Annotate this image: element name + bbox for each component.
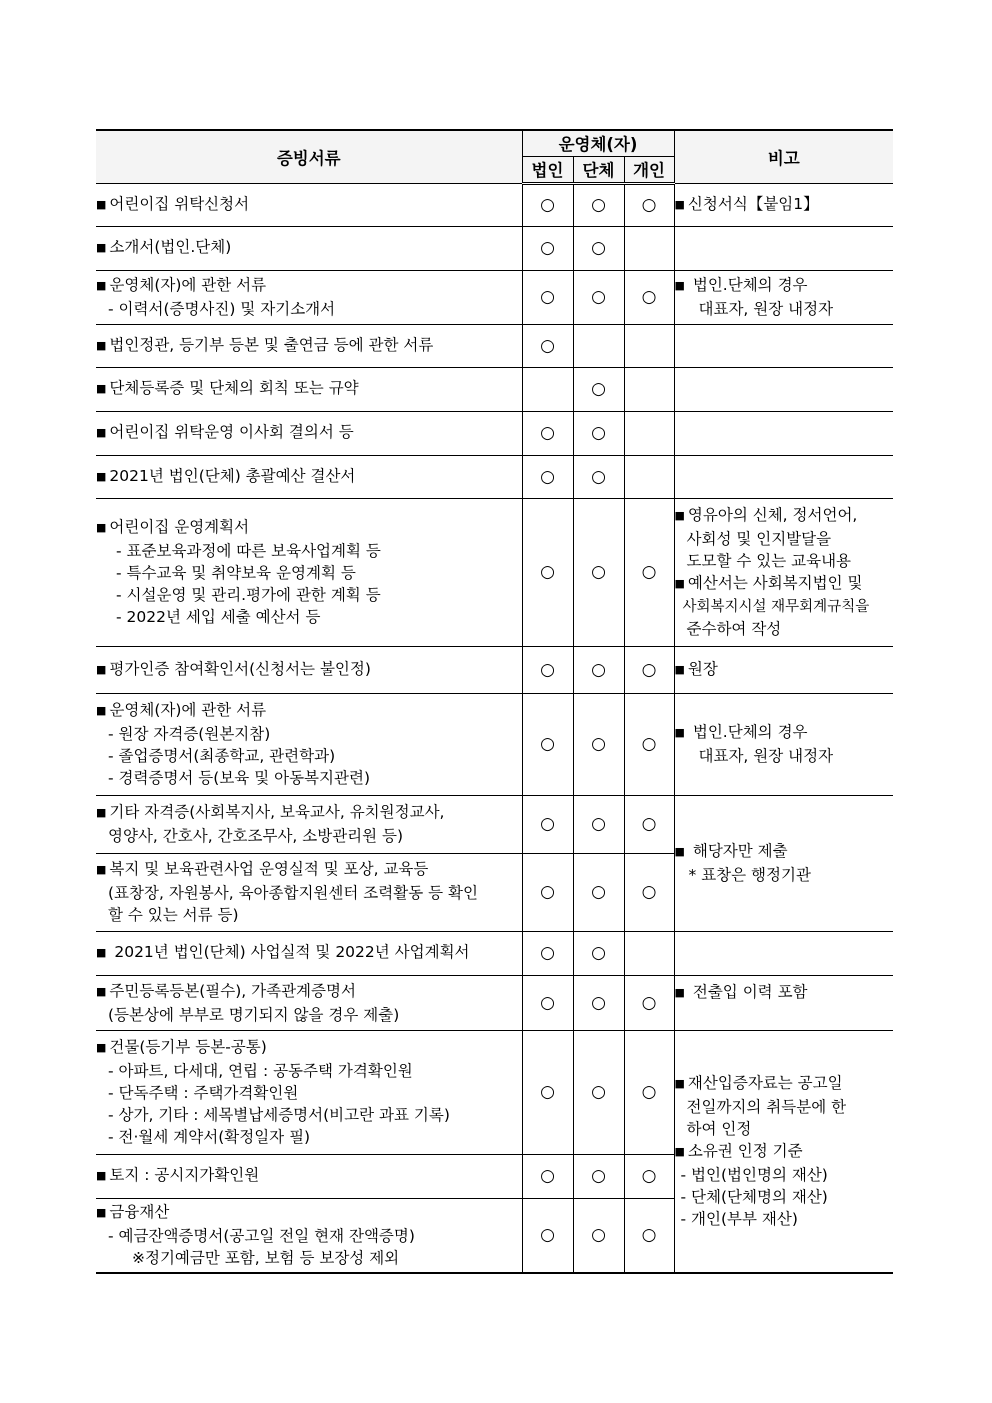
document-line: 어린이집 위탁운영 이사회 결의서 등 <box>109 423 354 441</box>
table-row <box>96 646 893 693</box>
header-individual: 개인 <box>624 156 674 183</box>
document-line: 복지 및 보육관련사업 운영실적 및 포상, 교육등 <box>109 860 429 878</box>
remark-line: 대표자, 원장 내정자 <box>698 747 834 765</box>
header-remarks: 비고 <box>674 130 893 183</box>
document-line: 건물(등기부 등본-공통) <box>109 1038 267 1056</box>
remark-line: 신청서식【붙임1】 <box>687 194 819 213</box>
document-cell <box>96 975 522 1030</box>
mark-group: ○ <box>573 270 624 324</box>
mark-individual: ○ <box>624 693 674 795</box>
bullet-icon: ■ <box>674 577 685 590</box>
document-line: 소개서(법인.단체) <box>109 238 232 256</box>
table-row <box>96 367 893 411</box>
document-cell <box>96 1030 522 1154</box>
remarks-cell <box>674 226 893 270</box>
bullet-icon: ■ <box>96 662 107 676</box>
remark-line: 소유권 인정 기준 <box>687 1142 803 1161</box>
document-cell <box>96 270 522 324</box>
mark-individual <box>624 411 674 455</box>
bullet-icon: ■ <box>674 1145 685 1159</box>
document-cell <box>96 931 522 975</box>
mark-individual <box>624 367 674 411</box>
bullet-icon: ■ <box>96 984 107 998</box>
mark-group: ○ <box>573 693 624 795</box>
document-cell <box>96 498 522 646</box>
document-line: 주민등록등본(필수), 가족관계증명서 <box>109 981 356 1000</box>
remark-line: 도모할 수 있는 교육내용 <box>686 552 852 570</box>
document-subline: - 단독주택 : 주택가격확인원 <box>108 1084 299 1102</box>
remark-line: - 법인(법인명의 재산) <box>680 1166 828 1185</box>
mark-individual: ○ <box>624 975 674 1030</box>
mark-group: ○ <box>573 646 624 693</box>
mark-group: ○ <box>573 411 624 455</box>
document-subline: (표창장, 자원봉사, 육아종합지원센터 조력활동 등 확인 <box>108 884 478 902</box>
bullet-icon: ■ <box>96 806 107 819</box>
remark-line: 사회성 및 인지발달을 <box>686 530 832 548</box>
document-subline: - 특수교육 및 취약보육 운영계획 등 <box>116 564 356 582</box>
bullet-icon: ■ <box>96 338 107 352</box>
mark-individual: ○ <box>624 183 674 226</box>
mark-group: ○ <box>573 455 624 498</box>
mark-corporation: ○ <box>522 183 573 226</box>
mark-individual: ○ <box>624 1198 674 1273</box>
remarks-cell <box>674 931 893 975</box>
mark-corporation: ○ <box>522 795 573 853</box>
document-subline: 할 수 있는 서류 등) <box>108 906 239 924</box>
mark-group: ○ <box>573 975 624 1030</box>
document-cell <box>96 693 522 795</box>
mark-group: ○ <box>573 1154 624 1198</box>
mark-corporation: ○ <box>522 693 573 795</box>
mark-group: ○ <box>573 183 624 226</box>
document-subline: - 상가, 기타 : 세목별납세증명서(비고란 과표 기록) <box>108 1106 450 1124</box>
remark-line: 재산입증자료는 공고일 <box>687 1074 843 1093</box>
document-cell <box>96 1198 522 1273</box>
bullet-icon: ■ <box>96 1206 107 1220</box>
document-subline: (등본상에 부부로 명기되지 않을 경우 제출) <box>108 1005 400 1024</box>
document-cell <box>96 455 522 498</box>
document-subline: - 경력증명서 등(보육 및 아동복지관련) <box>108 769 370 787</box>
remark-line: 사회복지시설 재무회계규칙을 <box>682 599 870 615</box>
remark-line: 예산서는 사회복지법인 및 <box>687 574 863 592</box>
document-subline: 영양사, 간호사, 간호조무사, 소방관리원 등) <box>108 827 404 845</box>
bullet-icon: ■ <box>96 521 107 534</box>
remarks-cell <box>674 367 893 411</box>
document-line: 평가인증 참여확인서(신청서는 불인정) <box>109 659 371 678</box>
header-documents: 증빙서류 <box>96 130 522 183</box>
bullet-icon: ■ <box>674 726 685 739</box>
bullet-icon: ■ <box>96 863 107 876</box>
table-row <box>96 975 893 1030</box>
remark-line: 전일까지의 취득분에 한 <box>686 1098 847 1117</box>
document-line: 기타 자격증(사회복지사, 보육교사, 유치원정교사, <box>109 803 445 821</box>
document-line: 금융재산 <box>109 1203 170 1222</box>
document-subline: - 졸업증명서(최종학교, 관련학과) <box>108 747 336 765</box>
table-row <box>96 455 893 498</box>
mark-group: ○ <box>573 853 624 931</box>
document-line: 운영체(자)에 관한 서류 <box>109 701 267 719</box>
document-subline: - 시설운영 및 관리.평가에 관한 계획 등 <box>116 586 381 604</box>
header-group: 단체 <box>573 156 624 183</box>
document-line: 2021년 법인(단체) 사업실적 및 2022년 사업계획서 <box>114 943 470 961</box>
document-cell <box>96 367 522 411</box>
document-cell <box>96 795 522 853</box>
document-cell <box>96 646 522 693</box>
remark-line: 해당자만 제출 <box>692 842 788 860</box>
mark-individual <box>624 226 674 270</box>
document-subline: - 표준보육과정에 따른 보육사업계획 등 <box>116 542 381 560</box>
document-requirements-table <box>96 129 893 1274</box>
header-corporation: 법인 <box>522 156 573 183</box>
mark-corporation: ○ <box>522 646 573 693</box>
document-subline: - 전·월세 계약서(확정일자 필) <box>108 1128 311 1146</box>
table-row <box>96 931 893 975</box>
remark-line: * 표창은 행정기관 <box>688 866 811 884</box>
mark-group <box>573 324 624 367</box>
mark-group: ○ <box>573 1030 624 1154</box>
mark-individual: ○ <box>624 1030 674 1154</box>
document-line: 단체등록증 및 단체의 회칙 또는 규약 <box>109 379 359 397</box>
mark-corporation: ○ <box>522 1154 573 1198</box>
remarks-cell <box>674 270 893 324</box>
mark-individual: ○ <box>624 853 674 931</box>
bullet-icon: ■ <box>674 845 685 858</box>
remark-line: 전출입 이력 포함 <box>692 982 808 1001</box>
mark-corporation <box>522 367 573 411</box>
bullet-icon: ■ <box>674 662 685 676</box>
mark-corporation: ○ <box>522 853 573 931</box>
bullet-icon: ■ <box>96 946 107 959</box>
table-row <box>96 226 893 270</box>
bullet-icon: ■ <box>674 509 685 522</box>
remark-line: 원장 <box>687 659 718 678</box>
mark-group: ○ <box>573 498 624 646</box>
document-cell <box>96 853 522 931</box>
table-row <box>96 1030 893 1154</box>
mark-individual: ○ <box>624 646 674 693</box>
bullet-icon: ■ <box>96 241 107 254</box>
bullet-icon: ■ <box>96 279 107 292</box>
table-row <box>96 183 893 226</box>
remarks-cell <box>674 455 893 498</box>
remark-line: 법인.단체의 경우 <box>692 723 808 741</box>
document-cell <box>96 226 522 270</box>
bullet-icon: ■ <box>96 1041 107 1054</box>
document-subline: - 원장 자격증(원본지참) <box>108 725 271 743</box>
remark-line: - 개인(부부 재산) <box>680 1210 798 1229</box>
document-line: 법인정관, 등기부 등본 및 출연금 등에 관한 서류 <box>109 335 434 354</box>
mark-individual: ○ <box>624 498 674 646</box>
document-subline: - 아파트, 다세대, 연립 : 공동주택 가격확인원 <box>108 1062 413 1080</box>
table-row <box>96 795 893 853</box>
remarks-cell <box>674 411 893 455</box>
mark-group: ○ <box>573 931 624 975</box>
document-cell <box>96 324 522 367</box>
bullet-icon: ■ <box>674 279 685 292</box>
bullet-icon: ■ <box>96 382 107 395</box>
remarks-cell <box>674 795 893 931</box>
remarks-cell <box>674 498 893 646</box>
remarks-cell <box>674 1030 893 1273</box>
table-row <box>96 693 893 795</box>
mark-corporation: ○ <box>522 411 573 455</box>
bullet-icon: ■ <box>96 1169 107 1182</box>
bullet-icon: ■ <box>674 1077 685 1091</box>
mark-group: ○ <box>573 795 624 853</box>
mark-corporation: ○ <box>522 455 573 498</box>
document-cell <box>96 1154 522 1198</box>
mark-corporation: ○ <box>522 1030 573 1154</box>
remarks-cell <box>674 324 893 367</box>
header-operator: 운영체(자) <box>522 130 674 156</box>
document-line: 2021년 법인(단체) 총괄예산 결산서 <box>109 466 356 485</box>
remark-line: 하여 인정 <box>686 1120 752 1139</box>
table-row <box>96 411 893 455</box>
table-row <box>96 270 893 324</box>
bullet-icon: ■ <box>96 469 107 483</box>
mark-corporation: ○ <box>522 1198 573 1273</box>
mark-corporation: ○ <box>522 324 573 367</box>
remarks-cell <box>674 693 893 795</box>
mark-group: ○ <box>573 367 624 411</box>
remarks-cell <box>674 646 893 693</box>
table-row <box>96 324 893 367</box>
mark-individual: ○ <box>624 795 674 853</box>
remark-line: 영유아의 신체, 정서언어, <box>687 506 858 524</box>
bullet-icon: ■ <box>96 197 107 211</box>
mark-individual <box>624 455 674 498</box>
document-line: 토지 : 공시지가확인원 <box>109 1166 260 1184</box>
mark-corporation: ○ <box>522 270 573 324</box>
remarks-cell <box>674 183 893 226</box>
remarks-cell <box>674 975 893 1030</box>
mark-group: ○ <box>573 1198 624 1273</box>
bullet-icon: ■ <box>96 426 107 439</box>
mark-corporation: ○ <box>522 498 573 646</box>
mark-individual: ○ <box>624 270 674 324</box>
mark-corporation: ○ <box>522 975 573 1030</box>
document-line: 운영체(자)에 관한 서류 <box>109 276 267 294</box>
mark-corporation: ○ <box>522 226 573 270</box>
mark-individual <box>624 324 674 367</box>
bullet-icon: ■ <box>96 704 107 717</box>
document-subline: - 이력서(증명사진) 및 자기소개서 <box>108 300 336 318</box>
document-subline: - 2022년 세입 세출 예산서 등 <box>116 608 321 626</box>
document-subline: - 예금잔액증명서(공고일 전일 현재 잔액증명) <box>108 1227 415 1246</box>
bullet-icon: ■ <box>674 985 685 999</box>
document-cell <box>96 183 522 226</box>
table-row <box>96 498 893 646</box>
document-line: 어린이집 운영계획서 <box>109 518 250 536</box>
document-subline: ※정기예금만 포함, 보험 등 보장성 제외 <box>132 1249 400 1268</box>
mark-corporation: ○ <box>522 931 573 975</box>
mark-group: ○ <box>573 226 624 270</box>
document-line: 어린이집 위탁신청서 <box>109 194 250 213</box>
bullet-icon: ■ <box>674 197 685 211</box>
mark-individual <box>624 931 674 975</box>
remark-line: - 단체(단체명의 재산) <box>680 1188 828 1207</box>
remark-line: 준수하여 작성 <box>686 620 782 638</box>
document-cell <box>96 411 522 455</box>
remark-line: 대표자, 원장 내정자 <box>698 300 834 318</box>
remark-line: 법인.단체의 경우 <box>692 276 808 294</box>
mark-individual: ○ <box>624 1154 674 1198</box>
